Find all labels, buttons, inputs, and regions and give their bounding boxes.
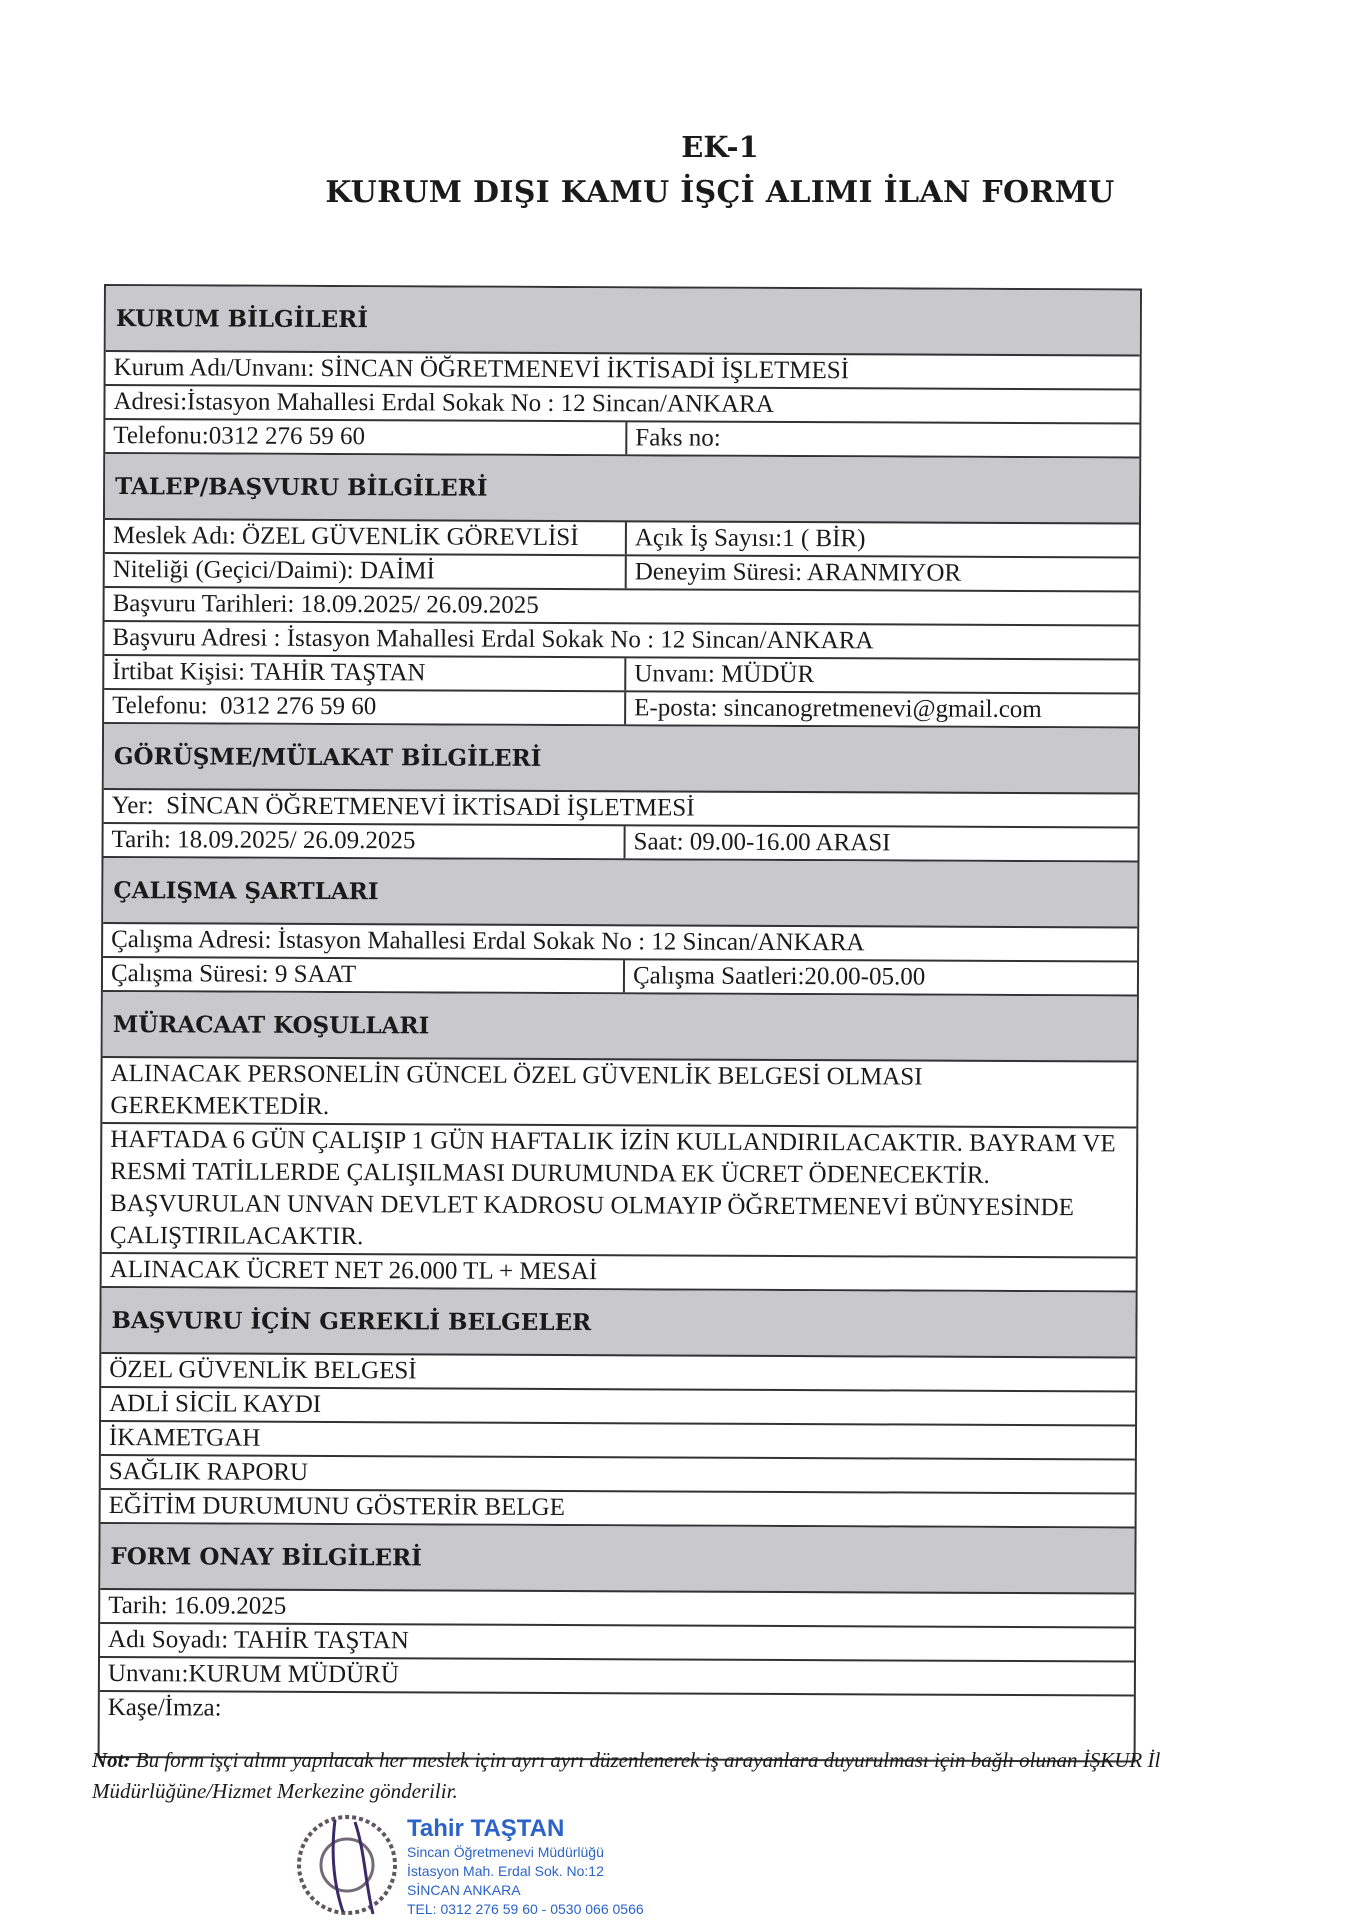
form-field: Meslek Adı: ÖZEL GÜVENLİK GÖREVLİSİ [105,520,627,554]
form-field: Adresi:İstasyon Mahallesi Erdal Sokak No : 12 Sincan/ANKARA [113,388,774,418]
form-field: ÖZEL GÜVENLİK BELGESİ [109,1356,417,1385]
section-header: ÇALIŞMA ŞARTLARI [103,858,1137,929]
form-field: Tarih: 16.09.2025 [108,1592,287,1620]
form-row [103,924,1137,963]
form-row [100,1590,1134,1629]
form-row [105,554,1139,593]
form-row [102,1124,1137,1259]
form-field: İrtibat Kişisi: TAHİR TAŞTAN [104,656,626,690]
section-header: BAŞVURU İÇİN GEREKLİ BELGELER [101,1288,1135,1359]
form-row [105,520,1139,559]
form-row [101,1388,1135,1427]
form-row [106,352,1140,391]
form-field: EĞİTİM DURUMUNU GÖSTERİR BELGE [108,1492,565,1522]
form-row [103,824,1137,863]
form-field: Yer: SİNCAN ÖĞRETMENEVİ İKTİSADİ İŞLETMESİ [111,792,695,822]
form-field: Çalışma Saatleri:20.00-05.00 [632,962,926,991]
seal-circle [299,1817,395,1913]
form-row [101,1422,1135,1461]
stamp-line: İstasyon Mah. Erdal Sok. No:12 [407,1863,604,1879]
form-title: KURUM DIŞI KAMU İŞÇİ ALIMI İLAN FORMU [325,175,1115,210]
form-field: Deneyim Süresi: ARANMIYOR [634,558,962,587]
form-row [105,588,1139,627]
form-field: Unvanı: MÜDÜR [634,660,815,689]
form-row [102,1254,1136,1293]
stamp-line: Sincan Öğretmenevi Müdürlüğü [407,1844,604,1860]
footer-note [92,1745,1332,1807]
form-row [105,386,1139,425]
form-field: SAĞLIK RAPORU [108,1458,309,1486]
form-field: Çalışma Adresi: İstasyon Mahallesi Erdal Sokak No : 12 Sincan/ANKARA [111,926,865,957]
form-field: HAFTADA 6 GÜN ÇALIŞIP 1 GÜN HAFTALIK İZİN KULLANDIRILACAKTIR. BAYRAM VE RESMİ TATİLLERDE ÇALIŞILMASI DURUMUNDA EK ÜCRET ÖDENECEKTİR. BAŞVURULAN UNVAN DEVLET KADROSU OLMAYIP ÖĞRETMENEVİ BÜNYESİNDE ÇALIŞTIRILACAKTIR. [109,1126,1123,1251]
note-text: Bu form işçi alımı yapılacak her meslek için ayrı ayrı düzenlenerek iş arayanlara duyurulması için bağlı olunan İŞKUR İl Müdürlüğüne/Hizmet Merkezine gönderilir. [92,1748,1161,1803]
form-field: Niteliği (Geçici/Daimi): DAİMİ [105,554,627,588]
form-field: Kurum Adı/Unvanı: SİNCAN ÖĞRETMENEVİ İKTİSADİ İŞLETMESİ [113,354,850,385]
section-header: KURUM BİLGİLERİ [106,286,1140,357]
section-header: MÜRACAAT KOŞULLARI [103,992,1137,1063]
form-row [104,690,1138,729]
form-row [101,1354,1135,1393]
form-row [104,656,1138,695]
form-row [101,1490,1135,1529]
form-row [101,1456,1135,1495]
form-row [103,958,1137,997]
form-row [102,1058,1136,1129]
form-field: Çalışma Süresi: 9 SAAT [103,958,625,992]
form-field: Adı Soyadı: TAHİR TAŞTAN [108,1626,409,1655]
form-field: Faks no: [635,424,721,452]
form-field: ALINACAK ÜCRET NET 26.000 TL + MESAİ [109,1256,598,1286]
section-header: TALEP/BAŞVURU BİLGİLERİ [105,454,1139,525]
announcement-form-table [98,284,1142,1763]
form-field: Saat: 09.00-16.00 ARASI [633,828,891,857]
stamp-name: Tahir TAŞTAN [407,1815,565,1842]
form-row [105,420,1139,459]
form-field: E-posta: sincanogretmenevi@gmail.com [634,694,1042,724]
note-label: Not: [92,1748,131,1772]
form-row [104,622,1138,661]
form-row [100,1658,1134,1697]
form-field: Başvuru Tarihleri: 18.09.2025/ 26.09.2025 [112,590,539,619]
form-field: Telefonu: 0312 276 59 60 [104,690,626,724]
signature-stroke [333,1820,373,1914]
form-field: ALINACAK PERSONELİN GÜNCEL ÖZEL GÜVENLİK BELGESİ OLMASI GEREKMEKTEDİR. [110,1060,929,1120]
stamp-line: TEL: 0312 276 59 60 - 0530 066 0566 [407,1901,644,1917]
stamp-line: SİNCAN ANKARA [407,1882,521,1898]
form-field: İKAMETGAH [108,1424,261,1452]
form-field: Telefonu:0312 276 59 60 [105,420,627,454]
form-row [104,790,1138,829]
section-header: GÖRÜŞME/MÜLAKAT BİLGİLERİ [104,724,1138,795]
form-field: Tarih: 18.09.2025/ 26.09.2025 [104,824,626,858]
form-field: Başvuru Adresi : İstasyon Mahallesi Erdal Sokak No : 12 Sincan/ANKARA [112,624,874,655]
form-field: ADLİ SİCİL KAYDI [109,1390,322,1418]
form-row [100,1624,1134,1663]
form-field: Açık İş Sayısı:1 ( BİR) [634,524,866,553]
annex-label: EK-1 [681,130,759,164]
stamp-and-signature [295,1812,715,1918]
section-header: FORM ONAY BİLGİLERİ [100,1524,1134,1595]
form-field: Unvanı:KURUM MÜDÜRÜ [107,1660,399,1689]
form-field: Kaşe/İmza: [107,1694,222,1722]
